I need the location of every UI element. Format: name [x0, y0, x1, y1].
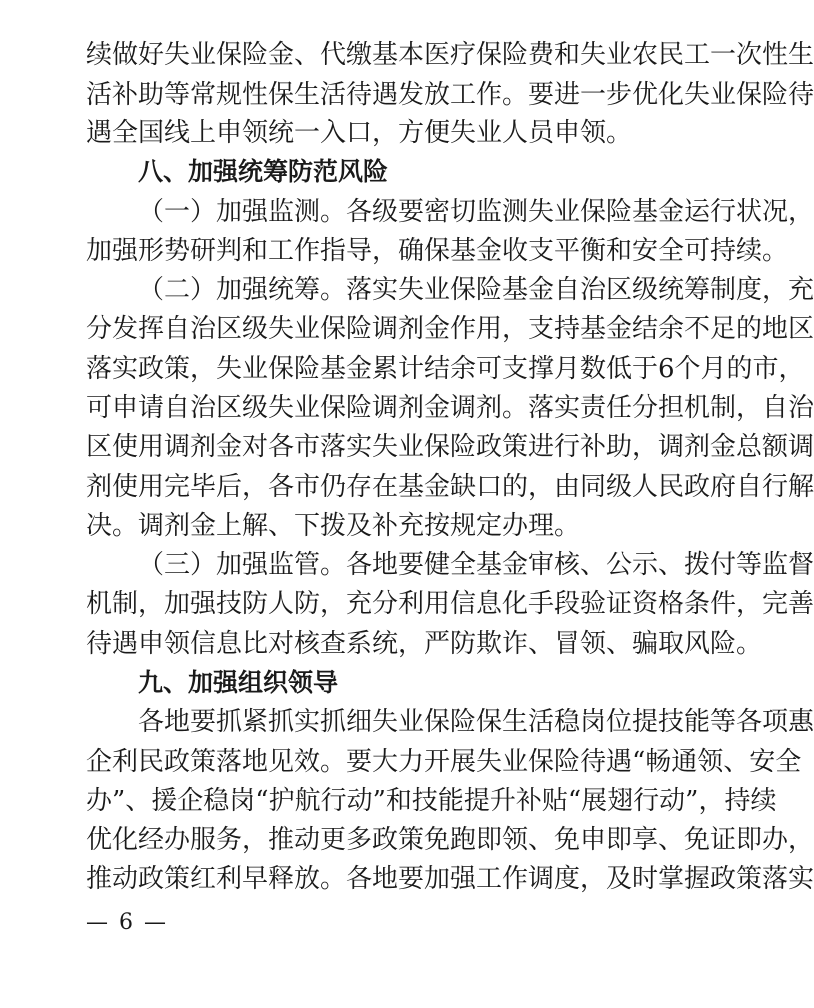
text-line: 决。调剂金上解、下拨及补充按规定办理。 [86, 511, 581, 541]
text-line: 剂使用完毕后，各市仍存在基金缺口的，由同级人民政府自行解 [86, 472, 814, 502]
text-line: 加强形势研判和工作指导，确保基金收支平衡和安全可持续。 [86, 236, 789, 266]
text-line: 企利民政策落地见效。要大力开展失业保险待遇“畅通领、安全 [86, 747, 802, 777]
text-line: 优化经办服务，推动更多政策免跑即领、免申即享、免证即办， [86, 825, 814, 855]
text-line: 可申请自治区级失业保险调剂金调剂。落实责任分担机制，自治 [86, 393, 814, 423]
text-line: 续做好失业保险金、代缴基本医疗保险费和失业农民工一次性生 [86, 40, 814, 70]
text-line: 办”、援企稳岗“护航行动”和技能提升补贴“展翅行动”，持续 [86, 786, 777, 816]
text-line: 各地要抓紧抓实抓细失业保险保生活稳岗位提技能等各项惠 [138, 707, 814, 737]
text-line: （三）加强监管。各地要健全基金审核、公示、拨付等监督 [138, 550, 814, 580]
section-heading: 八、加强统筹防范风险 [138, 157, 389, 186]
text-line: 待遇申领信息比对核查系统，严防欺诈、冒领、骗取风险。 [86, 629, 763, 659]
text-line: 活补助等常规性保生活待遇发放工作。要进一步优化失业保险待 [86, 80, 814, 110]
text-line: 落实政策，失业保险基金累计结余可支撑月数低于6个月的市， [86, 354, 805, 384]
text-line: 推动政策红利早释放。各地要加强工作调度，及时掌握政策落实 [86, 864, 814, 894]
text-line: 机制，加强技防人防，充分利用信息化手段验证资格条件，完善 [86, 589, 814, 619]
section-heading: 九、加强组织领导 [138, 668, 339, 697]
text-line: 遇全国线上申领统一入口，方便失业人员申领。 [86, 118, 633, 148]
text-line: 分发挥自治区级失业保险调剂金作用，支持基金结余不足的地区 [86, 314, 814, 344]
text-line: （二）加强统筹。落实失业保险基金自治区级统筹制度，充 [138, 275, 814, 305]
page-number: — 6 — [86, 910, 168, 935]
text-line: 区使用调剂金对各市落实失业保险政策进行补助，调剂金总额调 [86, 432, 814, 462]
text-line: （一）加强监测。各级要密切监测失业保险基金运行状况， [138, 197, 814, 227]
